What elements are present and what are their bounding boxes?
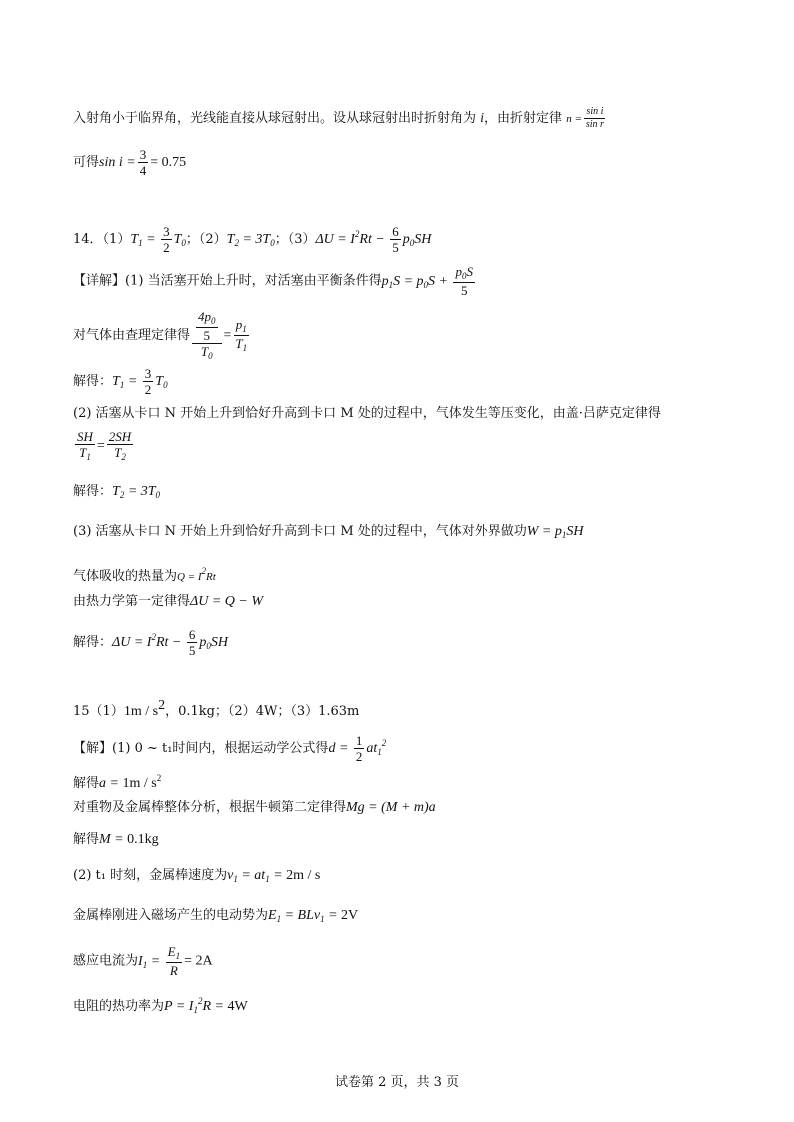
q15-current: 感应电流为$I_1$ = $\frac{E_1}{R}$ = 2A [73,944,213,978]
q15-part2: (2) t₁ 时刻，金属棒速度为$v_1 = at_1 = 2m / s$ [73,868,321,884]
q15-detail: 【解】(1) 0 ~ t₁时间内，根据运动学公式得d = $\frac{1}{2}$ $at_1^2$ [73,733,387,764]
q14-answer: 14．$(1)T_1$ = $\frac{3}{2}$ $T_0$；$(2)T_2 = 3T_0$；$(3)\Delta U = I^2Rt$ − $\frac{6}{5}$ $p_0SH$ [73,224,432,255]
fraction: $\frac{\text{sin i}}{\text{sin r}}$ [585,106,604,130]
q14-solve-1: 解得：$T_1$ = $\frac{3}{2}$ $T_0$ [73,366,168,397]
q14-detail: 【详解】(1) 当活塞开始上升时，对活塞由平衡条件得$p_1S = p_0S$ + $\frac{p_0S}{5}$ [73,264,473,298]
q15-answer: $15(1)1m / s^2$，0.1kg；（2）4W；（3）1.63m [73,698,360,719]
text-line-2: 可得sin i = $\frac{3}{4}$ = 0.75 [73,147,187,178]
q14-part2: (2) 活塞从卡口 N 开始上升到恰好升高到卡口 M 处的过程中，气体发生等压变化，由盖·吕萨克定律得 [73,406,661,421]
q15-power: 电阻的热功率为$P = I_1^2R = 4W$ [73,996,248,1015]
q15-solve-m: 解得M = 0.1kg [73,832,159,847]
text-line-1: 入射角小于临界角，光线能直接从球冠射出。设从球冠射出时折射角为 i，由折射定律 n = $\frac{\text{sin i}}{\text{sin r}}$ [73,106,604,130]
q14-charles: 对气体由查理定律得 $\frac{\frac{4p_0}{5}}{T_0}$ = $\frac{p_1}{T_1}$ [73,309,248,361]
q15-emf: 金属棒刚进入磁场产生的电动势为$E_1 = BLv_1 = 2V$ [73,908,359,924]
fraction: $\frac{3}{4}$ [139,147,147,178]
q14-solve-3: 解得：$\Delta U = I^2Rt$ − $\frac{6}{5}$ $p_0SH$ [73,627,228,658]
q14-gay-lussac: $\frac{SH}{T_1}$ = $\frac{2SH}{T_2}$ [77,429,132,462]
q14-solve-2: 解得：$T_2 = 3T_0$ [73,484,161,500]
q15-solve-a: 解得$a = 1m / s^2$ [73,773,162,791]
q14-first-law: 由热力学第一定律得ΔU = Q − W [73,594,264,609]
q14-part3: (3) 活塞从卡口 N 开始上升到恰好升高到卡口 M 处的过程中，气体对外界做功$W = p_1SH$ [73,524,584,540]
q14-heat: 气体吸收的热量为$Q = I^2Rt$ [73,566,216,584]
q15-whole: 对重物及金属棒整体分析，根据牛顿第二定律得Mg = (M + m)a [73,800,436,815]
page-footer: 试卷第 2 页，共 3 页 [334,1075,460,1090]
